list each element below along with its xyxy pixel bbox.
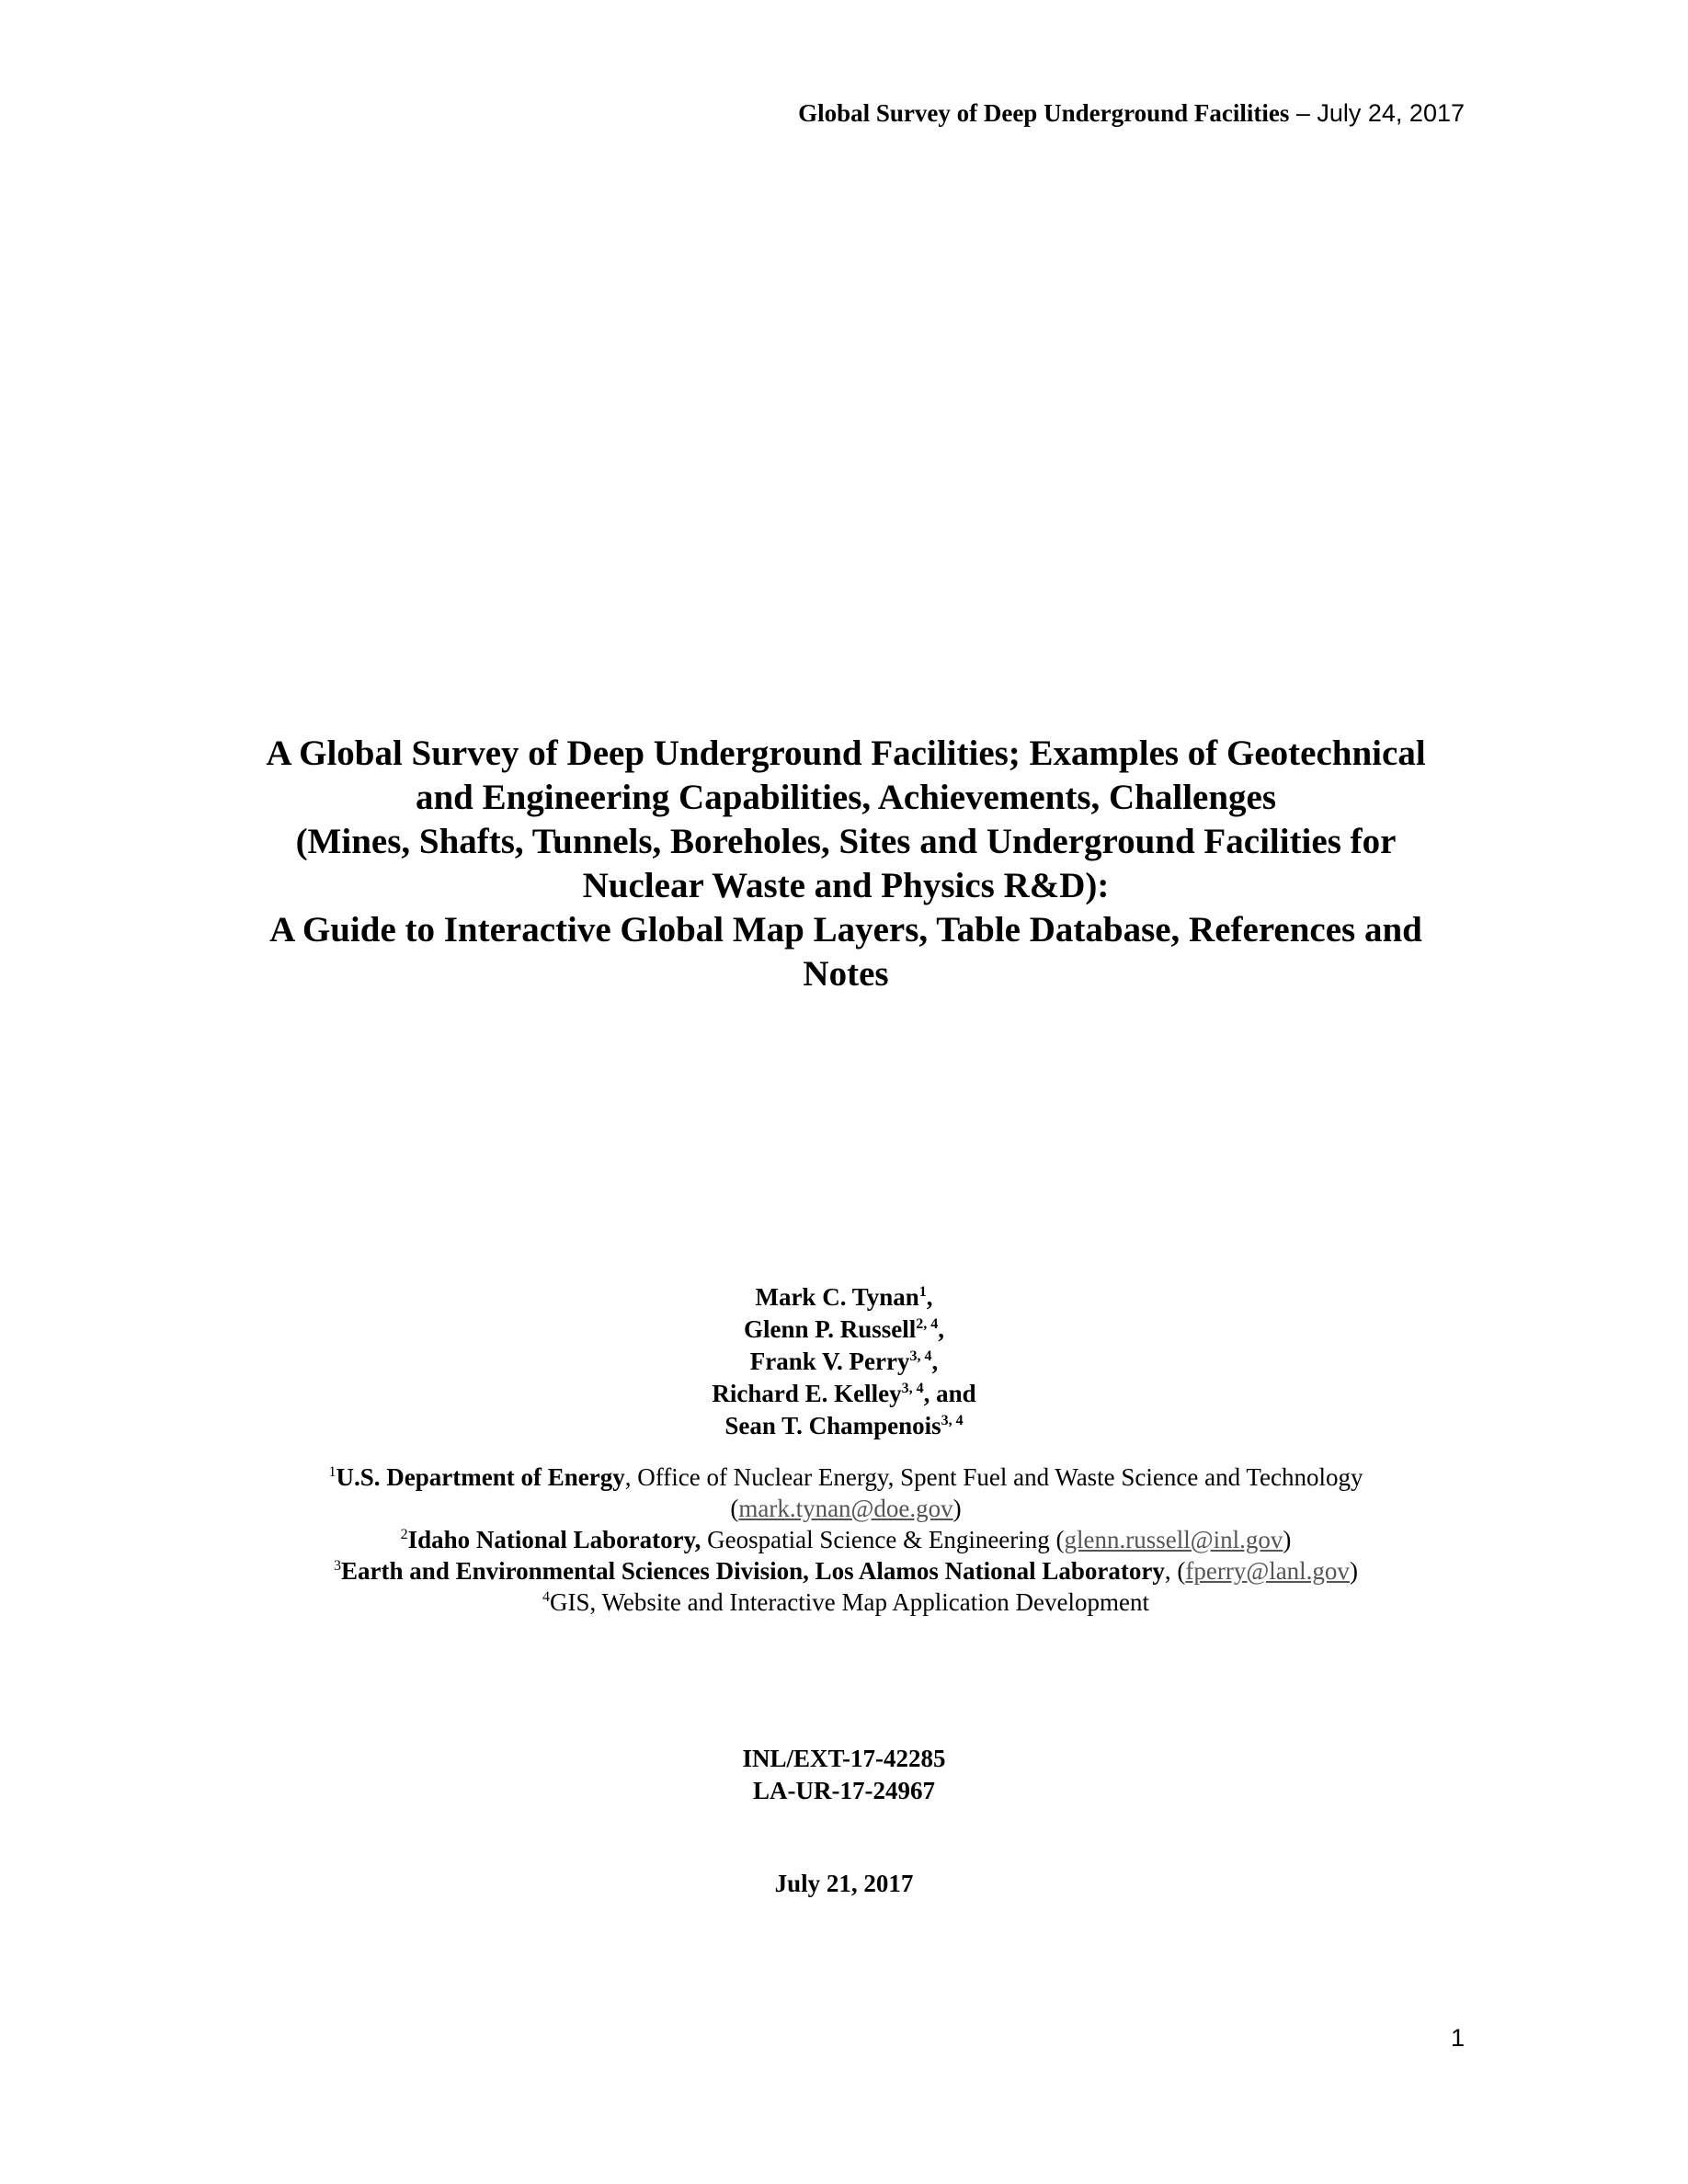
affiliation-detail: Geospatial Science & Engineering ( xyxy=(701,1526,1065,1553)
affiliation-1-email-line xyxy=(165,1493,1526,1524)
paren-close: ) xyxy=(952,1495,962,1522)
affiliation-number: 4 xyxy=(542,1589,551,1605)
author-entry xyxy=(0,1378,1688,1410)
author-affiliation-marker: 1 xyxy=(918,1284,927,1300)
document-title xyxy=(165,732,1526,996)
affiliation-number: 2 xyxy=(400,1527,408,1542)
report-numbers xyxy=(0,1743,1688,1807)
paren-close: ) xyxy=(1349,1557,1358,1585)
author-entry xyxy=(0,1314,1688,1346)
running-header xyxy=(798,99,1465,128)
affiliation-detail: , ( xyxy=(1164,1557,1186,1585)
title-line: Notes xyxy=(803,954,889,994)
author-suffix: , xyxy=(931,1348,939,1375)
title-line: (Mines, Shafts, Tunnels, Boreholes, Sites and Underground Facilities for xyxy=(295,822,1397,861)
author-affiliation-marker: 3, 4 xyxy=(901,1381,924,1396)
paren-open: ( xyxy=(730,1495,739,1522)
title-line: A Guide to Interactive Global Map Layers, Table Database, References and xyxy=(269,910,1422,950)
author-suffix: , xyxy=(926,1283,933,1311)
affiliation-1 xyxy=(165,1462,1526,1493)
email-link-perry[interactable]: fperry@lanl.gov xyxy=(1185,1557,1350,1585)
affiliation-org: Idaho National Laboratory, xyxy=(407,1526,701,1553)
author-affiliation-marker: 3, 4 xyxy=(941,1413,964,1428)
author-entry xyxy=(0,1346,1688,1378)
author-name: Frank V. Perry xyxy=(749,1348,910,1375)
paren-close: ) xyxy=(1283,1526,1292,1553)
author-name: Mark C. Tynan xyxy=(755,1283,919,1311)
author-name: Richard E. Kelley xyxy=(712,1380,902,1407)
author-suffix: , and xyxy=(923,1380,976,1407)
author-affiliation-marker: 3, 4 xyxy=(909,1348,932,1364)
affiliation-3 xyxy=(165,1555,1526,1587)
author-entry xyxy=(0,1281,1688,1314)
author-list xyxy=(0,1281,1688,1442)
running-header-title: Global Survey of Deep Underground Facilities xyxy=(798,99,1290,127)
affiliation-detail: , Office of Nuclear Energy, Spent Fuel and Waste Science and Technology xyxy=(624,1463,1363,1491)
affiliation-number: 1 xyxy=(328,1464,336,1480)
affiliation-4 xyxy=(165,1587,1526,1618)
affiliation-detail: GIS, Website and Interactive Map Application Development xyxy=(550,1588,1149,1616)
affiliation-list xyxy=(165,1462,1526,1618)
document-date: July 21, 2017 xyxy=(774,1870,914,1897)
author-suffix: , xyxy=(938,1315,945,1343)
author-name: Glenn P. Russell xyxy=(743,1315,917,1343)
report-id-inl: INL/EXT-17-42285 xyxy=(742,1745,946,1772)
report-id-lanl: LA-UR-17-24967 xyxy=(753,1777,935,1804)
page-number: 1 xyxy=(1450,2024,1465,2052)
author-affiliation-marker: 2, 4 xyxy=(916,1316,939,1332)
title-line: and Engineering Capabilities, Achievements, Challenges xyxy=(415,778,1277,817)
email-link-tynan[interactable]: mark.tynan@doe.gov xyxy=(738,1495,953,1522)
running-header-date: July 24, 2017 xyxy=(1317,99,1465,127)
title-line: A Global Survey of Deep Underground Facilities; Examples of Geotechnical xyxy=(266,734,1426,773)
affiliation-org: Earth and Environmental Sciences Division, Los Alamos National Laboratory xyxy=(341,1557,1165,1585)
email-link-russell[interactable]: glenn.russell@inl.gov xyxy=(1064,1526,1283,1553)
affiliation-2 xyxy=(165,1524,1526,1555)
author-entry xyxy=(0,1410,1688,1442)
title-line: Nuclear Waste and Physics R&D): xyxy=(582,866,1110,905)
author-name: Sean T. Champenois xyxy=(724,1412,941,1439)
affiliation-number: 3 xyxy=(334,1558,342,1574)
affiliation-org: U.S. Department of Energy xyxy=(336,1463,625,1491)
running-header-separator: – xyxy=(1289,99,1317,127)
